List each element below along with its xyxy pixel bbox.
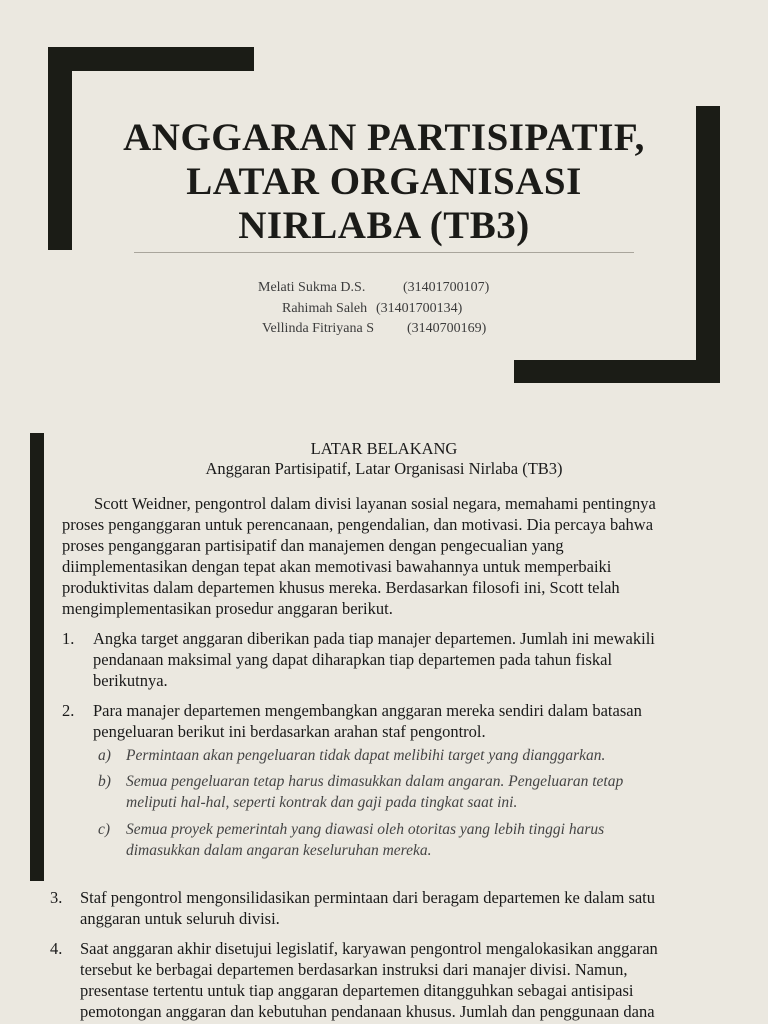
intro-paragraph (62, 493, 732, 619)
sub-list-letter: c) (98, 821, 111, 838)
document-slide (0, 416, 768, 1024)
text-line: mengimplementasikan prosedur anggaran berikut. (62, 599, 393, 618)
author-name: Rahimah Saleh (282, 300, 368, 316)
text-line: anggaran untuk seluruh divisi. (80, 909, 280, 928)
sub-list-letter: a) (98, 747, 111, 764)
section-heading: LATAR BELAKANG (310, 439, 458, 458)
text-line: berikutnya. (93, 671, 168, 690)
sub-list-item (98, 820, 738, 861)
sub-list-item (98, 746, 738, 767)
sub-list-item (98, 772, 738, 813)
text-line: Semua pengeluaran tetap harus dimasukkan dalam angaran. Pengeluaran tetap (126, 773, 624, 790)
list-number: 4. (50, 939, 63, 958)
list-number: 1. (62, 629, 75, 648)
text-line: pemotongan anggaran dan kebutuhan pendanaan khusus. Jumlah dan penggunaan dana (80, 1002, 655, 1021)
list-number: 2. (62, 701, 75, 720)
text-line: proses penganggaran partisipatif dan manajemen dengan pengecualian yang (62, 536, 564, 555)
list-item (62, 700, 742, 742)
text-line: tersebut ke berbagai departemen berdasarkan instruksi dari manajer divisi. Namun, (80, 960, 628, 979)
author-id: (3140700169) (407, 321, 487, 336)
frame-bracket-top-left-horizontal (48, 47, 254, 71)
title-divider (134, 252, 634, 253)
author-name: Vellinda Fitriyana S (262, 321, 374, 336)
text-line: proses penganggaran untuk perencanaan, pengendalian, dan motivasi. Dia percaya bahwa (62, 515, 654, 534)
list-item (62, 628, 742, 691)
text-line: Semua proyek pemerintah yang diawasi oleh otoritas yang lebih tinggi harus (126, 821, 605, 838)
text-line: pengeluaran berikut ini berdasarkan arahan staf pengontrol. (93, 722, 486, 741)
text-line: Scott Weidner, pengontrol dalam divisi layanan sosial negara, memahami pentingnya (94, 494, 656, 513)
frame-bracket-bottom-right-vertical (696, 106, 720, 383)
left-accent-bar (30, 433, 44, 881)
title-slide (0, 0, 768, 416)
author-id: (31401700134) (376, 300, 463, 316)
section-subheading: Anggaran Partisipatif, Latar Organisasi Nirlaba (TB3) (205, 459, 563, 478)
text-line: diimplementasikan dengan tepat akan memotivasi bawahannya untuk memperbaiki (62, 557, 612, 576)
list-item (50, 887, 730, 929)
list-number: 3. (50, 888, 63, 907)
author-id: (31401700107) (403, 280, 490, 295)
title-line: NIRLABA (TB3) (238, 204, 530, 247)
text-line: Para manajer departemen mengembangkan anggaran mereka sendiri dalam batasan (93, 701, 642, 720)
text-line: presentase tertentu untuk tiap anggaran departemen ditangguhkan sebagai antisipasi (80, 981, 634, 1000)
text-line: meliputi hal-hal, seperti kontrak dan gaji pada tingkat saat ini. (126, 793, 518, 811)
text-line: pendanaan maksimal yang dapat diharapkan tiap departemen pada tahun fiskal (93, 650, 613, 669)
frame-bracket-top-left-vertical (48, 47, 72, 250)
author-name: Melati Sukma D.S. (258, 280, 366, 295)
title-line: ANGGARAN PARTISIPATIF, (123, 116, 645, 159)
text-line: produktivitas dalam departemen khusus mereka. Berdasarkan filosofi ini, Scott telah (62, 578, 620, 597)
list-item (50, 938, 730, 1022)
text-line: Angka target anggaran diberikan pada tiap manajer departemen. Jumlah ini mewakili (93, 629, 655, 648)
text-line: Permintaan akan pengeluaran tidak dapat melibihi target yang dianggarkan. (126, 747, 606, 764)
sub-list-letter: b) (98, 773, 111, 790)
text-line: dimasukkan dalam angaran keseluruhan mereka. (126, 841, 432, 859)
title-line: LATAR ORGANISASI (186, 160, 582, 203)
text-line: Staf pengontrol mengonsilidasikan permintaan dari beragam departemen ke dalam satu (80, 888, 656, 907)
page-title (100, 116, 668, 248)
frame-bracket-bottom-right-horizontal (514, 360, 720, 383)
text-line: Saat anggaran akhir disetujui legislatif, karyawan pengontrol mengalokasikan anggaran (80, 939, 658, 958)
